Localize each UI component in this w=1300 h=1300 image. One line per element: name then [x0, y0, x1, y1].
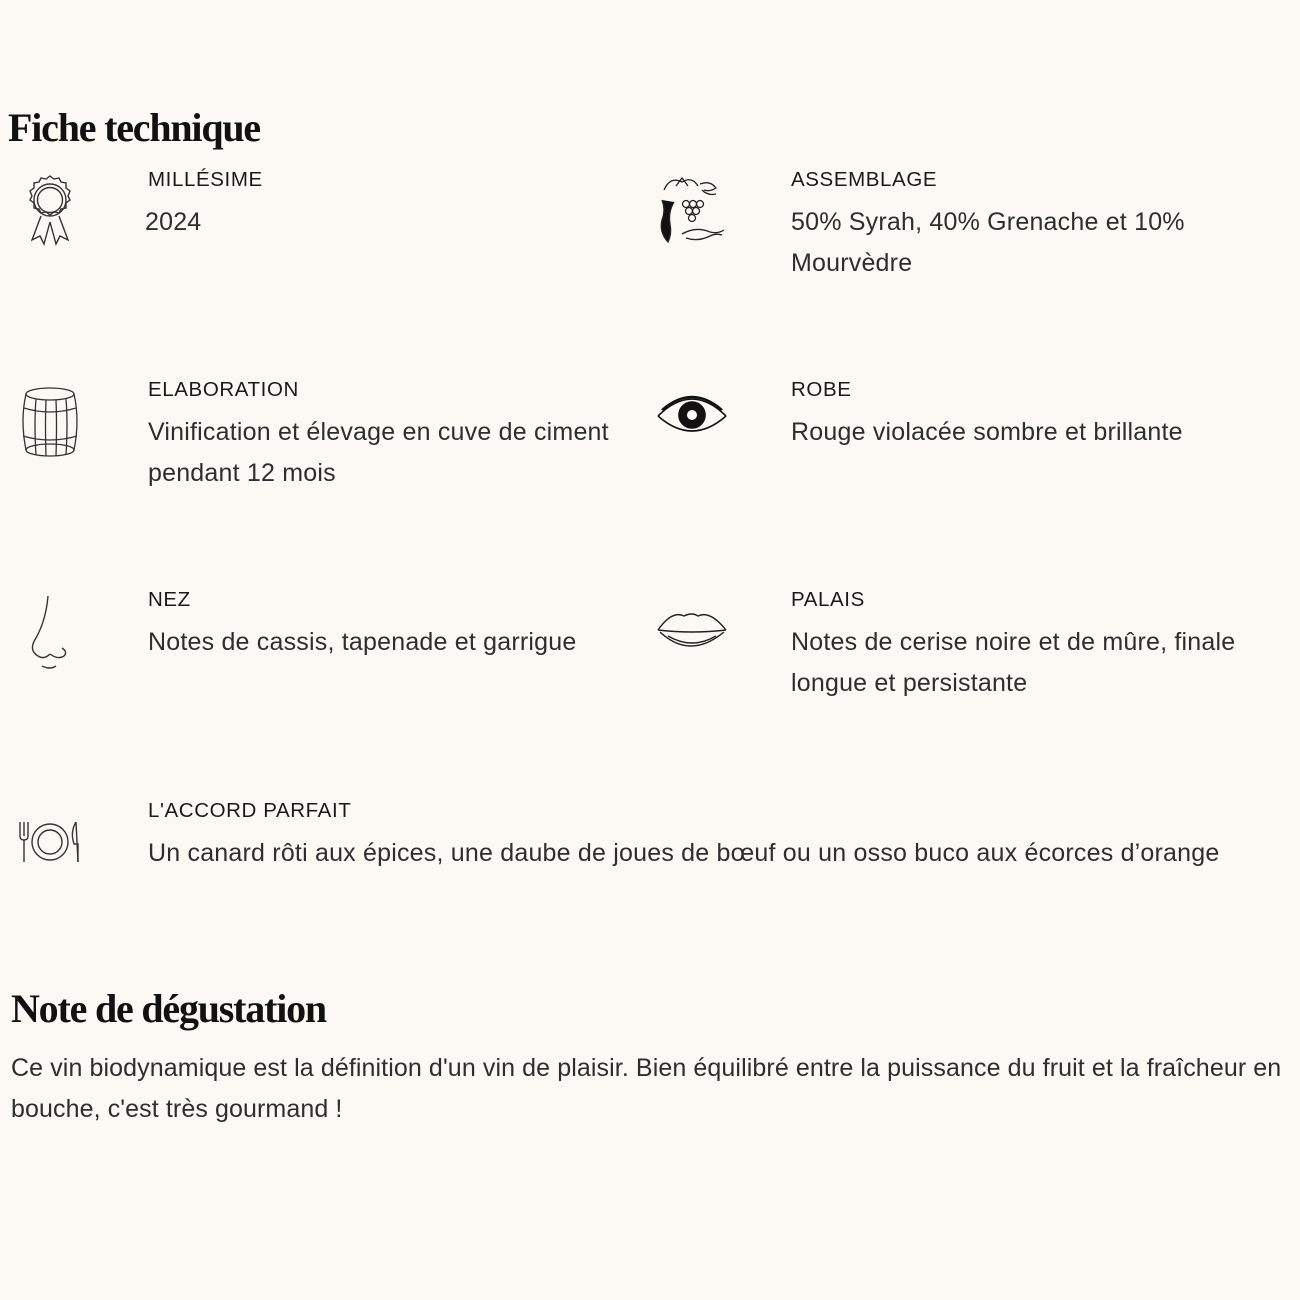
- spec-label: MILLÉSIME: [148, 168, 263, 191]
- spec-value: Notes de cerise noire et de mûre, finale longue et persistante: [791, 628, 1236, 697]
- spec-value: Rouge violacée sombre et brillante: [791, 418, 1183, 446]
- spec-value: Un canard rôti aux épices, une daube de joues de bœuf ou un osso buco aux écorces d’orange: [148, 839, 1220, 867]
- spec-value: 50% Syrah, 40% Grenache et 10% Mourvèdre: [791, 208, 1185, 277]
- spec-label: ROBE: [791, 378, 852, 401]
- spec-label: ELABORATION: [148, 378, 299, 401]
- nose-icon: [12, 592, 88, 672]
- barrel-icon: [12, 382, 88, 462]
- eye-icon: [654, 376, 730, 456]
- plate-cutlery-icon: [12, 804, 88, 884]
- spec-value: Notes de cassis, tapenade et garrigue: [148, 628, 577, 656]
- spec-value: 2024: [145, 208, 202, 236]
- section-title-fiche-technique: Fiche technique: [8, 105, 260, 150]
- spec-value: Vinification et élevage en cuve de ciment pendant 12 mois: [148, 418, 609, 487]
- spec-label: NEZ: [148, 588, 191, 611]
- medal-ribbon-icon: [12, 170, 88, 250]
- spec-label: ASSEMBLAGE: [791, 168, 938, 191]
- lips-icon: [654, 592, 730, 672]
- grape-vine-icon: [654, 170, 730, 250]
- section-title-note-degustation: Note de dégustation: [11, 986, 326, 1031]
- spec-label: PALAIS: [791, 588, 865, 611]
- spec-label: L'ACCORD PARFAIT: [148, 799, 352, 822]
- tasting-note-text: Ce vin biodynamique est la définition d'un vin de plaisir. Bien équilibré entre la puissance du fruit et la fraîcheur en bouche, c'est très gourmand !: [11, 1054, 1282, 1123]
